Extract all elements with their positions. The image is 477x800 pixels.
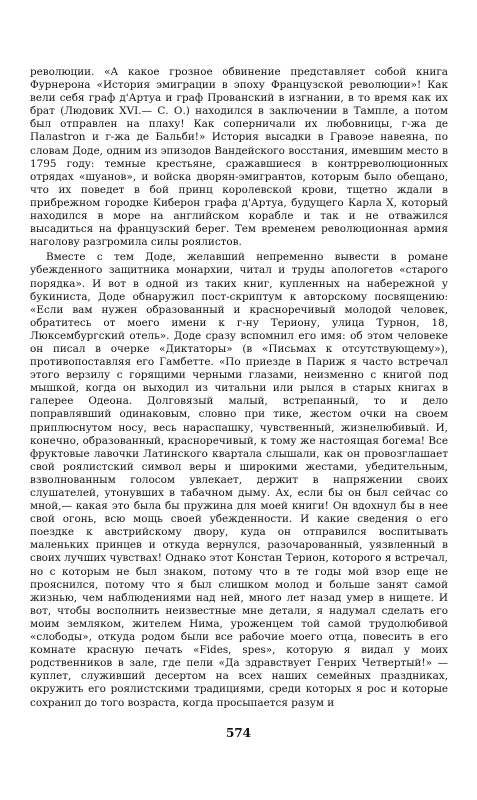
paragraph-1: революции. «А какое грозное обвинение представляет собой книга Фурнерона «История эмиграции в эпоху Французской революции»! Как вели себя граф д'Артуа и граф Прованский в изгнании, в то время как их брат (Людовик XVI.— С. О.) находился в заключении в Тампле, а потом был отправлен на плаху! Как соперничали их любовницы, г-жа де Палastron и г-жа де Бальби!» История высадки в Гравоэе навеяна, по словам Доде, одним из эпизодов Вандейского восстания, имевшим место в 1795 году: темные крестьяне, сражавшиеся в контрреволюционных отрядах «шуанов», и войска дворян-эмигрантов, которым было обещано, что их поведет в бой принц королевской крови, тщетно ждали в прибрежном городке Киберон графа д'Артуа, будущего Карла X, который находился в море на английском корабле и так и не отважился высадиться на французский берег. Тем временем революционная армия наголову разгромила силы роялистов. [30,66,448,249]
page-number: 574 [225,726,252,740]
paragraph-2: Вместе с тем Доде, желавший непременно вывести в романе убежденного защитника монархии, читал и труды апологетов «старого порядка». И вот в одной из таких книг, купленных на набережной у букиниста, Доде обнаружил пост-скриптум к авторскому посвящению: «Если вам нужен образованный и красноречивый молодой человек, обратитесь от моего имени к г-ну Териону, улица Турнон, 18, Люксембургский отель». Доде сразу вспомнил его имя: об этом человеке он писал в очерке «Диктаторы» (в «Письмах к отсутствующему»), противопоставляя его Гамбетте. «По приезде в Париж я часто встречал этого верзилу с горящими черными глазами, неизменно с книгой под мышкой, когда он выходил из читальни или рылся в старых книгах в галерее Одеона. Долговязый малый, встрепанный, то и дело поправлявший одинаковым, словно при тике, жестом очки на своем приплюснутом носу, весь нараспашку, чувственный, жизнелюбивый. И, конечно, образованный, красноречивый, к тому же настоящая богема! Все фруктовые лавочки Латинского квартала слышали, как он провозглашает свой роялистский символ веры и широкими жестами, убедительным, взволнованным голосом увлекает, держит в напряжении своих слушателей, утонувших в табачном дыму. Ах, если бы он был сейчас со мной,— какая это была бы пружина для моей книги! Он вдохнул бы в нее свой огонь, всю мощь своей убежденности. И какие сведения о его поездке к австрийскому двору, куда он отправился воспитывать маленьких принцев и откуда вернулся, разочарованный, уязвленный в своих лучших чувствах! Однако этот Констан Терион, которого я встречал, но с которым не был знаком, потому что в те годы мой взор еще не прояснился, потому что я был слишком молод и больше занят самой жизнью, чем наблюдениями над ней, много лет назад умер в нищете. И вот, чтобы восполнить неизвестные мне детали, я надумал сделать его моим земляком, жителем Нима, уроженцем той самой трудолюбивой «слободы», откуда родом были все рабочие моего отца, повесить в его комнате красную печать «Fides, spes», которую я видал у моих родственников в зале, где пели «Да здравствует Генрих Четвертый!» — куплет, служивший десертом на всех наших семейных праздниках, окружить его роялистскими традициями, среди которых я рос и которые сохранил до того возраста, когда просыпается разум и [30,251,448,709]
page-body [30,66,448,710]
